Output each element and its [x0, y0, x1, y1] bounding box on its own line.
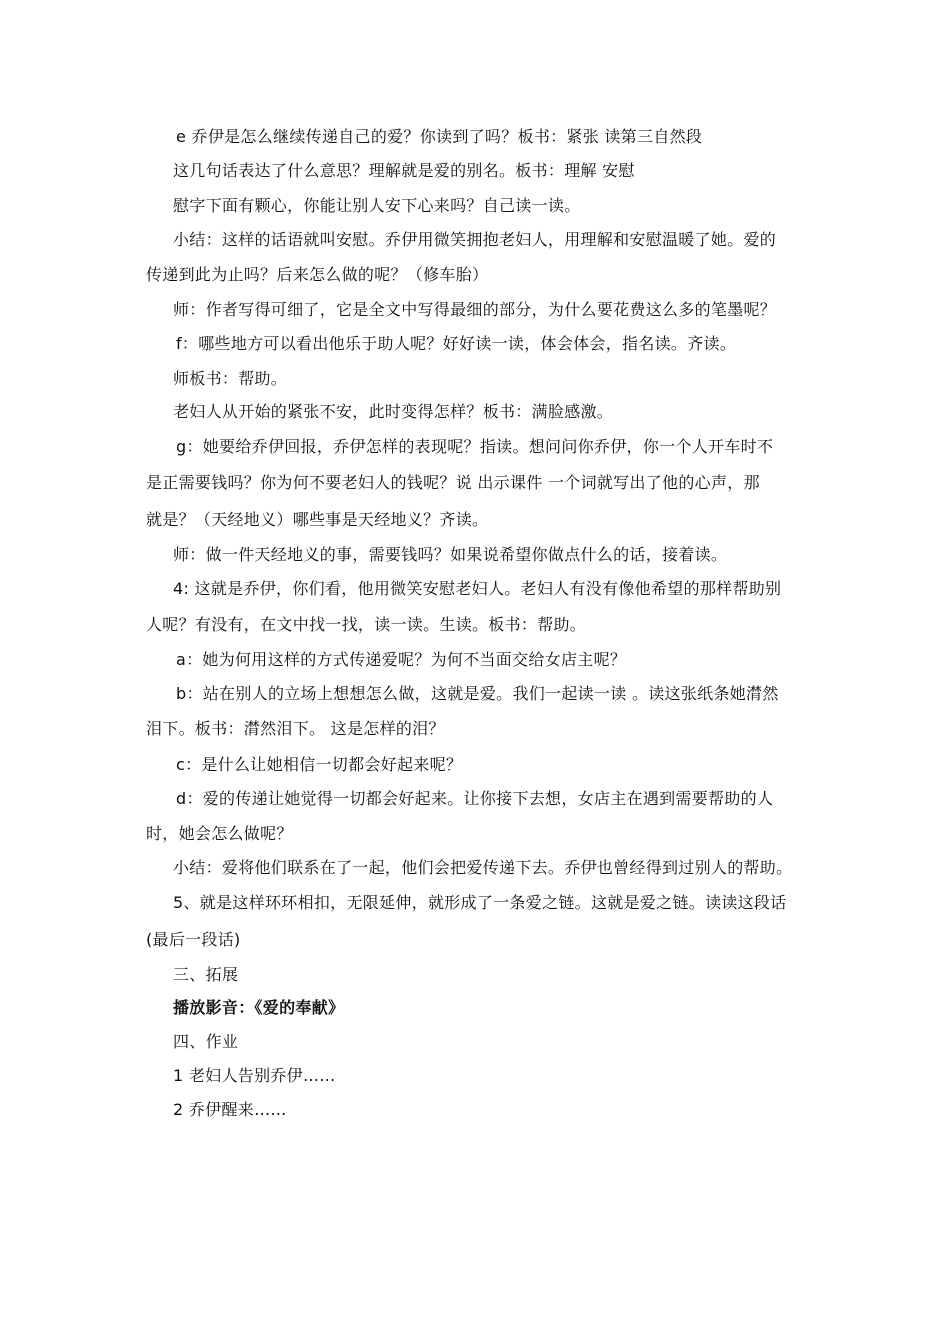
paragraph-line: 师：作者写得可细了，它是全文中写得最细的部分，为什么要花费这么多的笔墨呢？ [173, 300, 777, 319]
paragraph-line: b：站在别人的立场上想想怎么做，这就是爱。我们一起读一读 。读这张纸条她潸然 [176, 684, 779, 703]
paragraph-line: 师：做一件天经地义的事，需要钱吗？如果说希望你做点什么的话，接着读。 [173, 545, 728, 564]
paragraph-line: 小结：这样的话语就叫安慰。乔伊用微笑拥抱老妇人，用理解和安慰温暖了她。爱的 [173, 230, 777, 249]
paragraph-line: a：她为何用这样的方式传递爱呢？为何不当面交给女店主呢？ [176, 650, 627, 669]
section-heading: 四、作业 [173, 1032, 239, 1051]
paragraph-line: f：哪些地方可以看出他乐于助人呢？好好读一读，体会体会，指名读。齐读。 [176, 334, 737, 353]
paragraph-line: c：是什么让她相信一切都会好起来呢？ [176, 755, 463, 774]
paragraph-line: 人呢？有没有，在文中找一找，读一读。生读。板书：帮助。 [146, 615, 587, 634]
list-item: 1 老妇人告别乔伊…… [173, 1066, 336, 1085]
paragraph-line: (最后一段话) [146, 930, 241, 949]
list-item: 2 乔伊醒来…… [173, 1100, 287, 1119]
section-heading: 三、拓展 [173, 965, 239, 984]
paragraph-line: 慰字下面有颗心，你能让别人安下心来吗？自己读一读。 [173, 196, 581, 215]
paragraph-line: 这几句话表达了什么意思？理解就是爱的别名。板书：理解 安慰 [173, 161, 635, 180]
paragraph-line: 泪下。板书：潸然泪下。 这是怎样的泪？ [146, 719, 445, 738]
paragraph-line: 是正需要钱吗？你为何不要老妇人的钱呢？说 出示课件 一个词就写出了他的心声，那 [146, 473, 760, 492]
paragraph-line: 5、就是这样环环相扣，无限延伸，就形成了一条爱之链。这就是爱之链。读读这段话 [173, 893, 787, 912]
paragraph-line: 师板书：帮助。 [173, 369, 288, 388]
paragraph-line: 老妇人从开始的紧张不安，此时变得怎样？板书：满脸感激。 [173, 402, 614, 421]
paragraph-line: 时，她会怎么做呢？ [146, 824, 293, 843]
paragraph-line: 小结：爱将他们联系在了一起，他们会把爱传递下去。乔伊也曾经得到过别人的帮助。 [173, 858, 793, 877]
paragraph-line: g：她要给乔伊回报，乔伊怎样的表现呢？指读。想问问你乔伊，你一个人开车时不 [176, 437, 774, 456]
paragraph-line: 就是？（天经地义）哪些事是天经地义？齐读。 [146, 510, 489, 529]
paragraph-line: 传递到此为止吗？后来怎么做的呢？（修车胎） [146, 265, 489, 284]
paragraph-line: 播放影音：《爱的奉献》 [173, 998, 345, 1017]
paragraph-line: 4: 这就是乔伊，你们看，他用微笑安慰老妇人。老妇人有没有像他希望的那样帮助别 [173, 579, 782, 598]
paragraph-line: e 乔伊是怎么继续传递自己的爱？你读到了吗？板书：紧张 读第三自然段 [176, 127, 703, 146]
paragraph-line: d：爱的传递让她觉得一切都会好起来。让你接下去想，女店主在遇到需要帮助的人 [176, 789, 774, 808]
